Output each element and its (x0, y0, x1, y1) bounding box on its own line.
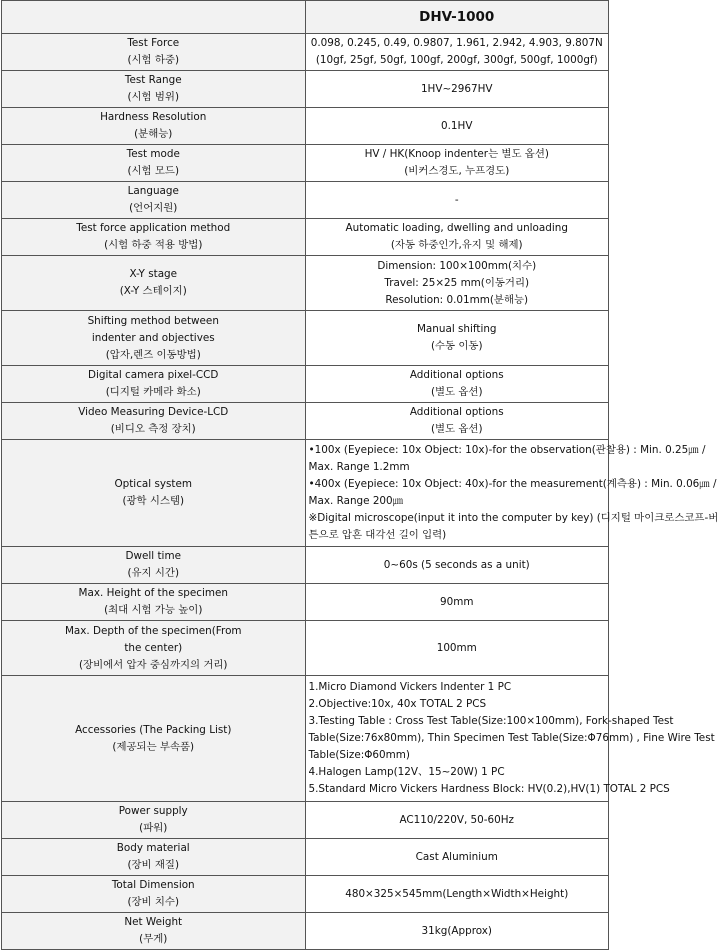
test-range-value (305, 71, 609, 108)
test-mode-label (2, 145, 306, 182)
language-value (305, 182, 609, 219)
optical-system-value (305, 440, 718, 547)
shifting-method-label-line: Shifting method between (87, 314, 219, 327)
spec-row-hardness-resolution (2, 108, 609, 145)
max-height-value-line: 90mm (440, 595, 474, 608)
max-depth-label-line: Max. Depth of the specimen(From (64, 624, 242, 637)
hardness-resolution-label-line: Hardness Resolution (100, 111, 207, 123)
spec-row-test-range (2, 71, 609, 108)
test-force-method-value (305, 219, 609, 256)
video-measuring-value (305, 403, 609, 440)
max-height-label-line: Max. Height of the specimen (78, 587, 228, 599)
test-mode-value (305, 145, 609, 182)
body-material-value (305, 839, 609, 876)
net-weight-value (305, 913, 609, 950)
optical-system-value-line: •100x (Eyepiece: 10x Object: 10x)-for the observation(관찰용) : Min. 0.25㎛ / (308, 444, 706, 456)
power-supply-label (2, 802, 306, 839)
net-weight-label-line: (무게) (139, 933, 168, 945)
optical-system-value-line: Max. Range 1.2mm (308, 461, 410, 473)
spec-row-test-mode (2, 145, 609, 182)
power-supply-label-line: Power supply (118, 805, 188, 817)
language-label-line: Language (127, 185, 179, 197)
total-dimension-value-line: 480×325×545mm(Length×Width×Height) (345, 887, 569, 900)
dwell-time-value-line: 0~60s (5 seconds as a unit) (383, 558, 530, 571)
total-dimension-label (2, 876, 306, 913)
accessories-value-line: 1.Micro Diamond Vickers Indenter 1 PC (308, 681, 512, 693)
video-measuring-value-line: Additional options (409, 406, 504, 418)
accessories-value (305, 676, 715, 802)
optical-system-value-line: 튼으로 압흔 대각선 길이 입력) (308, 529, 447, 541)
dwell-time-value (305, 547, 609, 584)
dwell-time-label-line: (유지 시간) (127, 567, 180, 579)
total-dimension-value (305, 876, 609, 913)
spec-row-test-force-method (2, 219, 609, 256)
accessories-label-line: Accessories (The Packing List) (75, 723, 232, 736)
language-label-line: (언어지원) (129, 202, 178, 214)
max-depth-label (2, 621, 306, 676)
optical-system-value-line: •400x (Eyepiece: 10x Object: 40x)-for the measurement(계측용) : Min. 0.06㎛ / (308, 478, 717, 490)
digital-camera-value-line: Additional options (409, 369, 504, 381)
language-value-line: - (454, 193, 459, 206)
spec-table (1, 0, 718, 950)
net-weight-label-line: Net Weight (124, 916, 183, 928)
test-force-value (305, 34, 609, 71)
test-range-value-line: 1HV~2967HV (420, 82, 493, 95)
video-measuring-label-line: Video Measuring Device-LCD (78, 406, 229, 418)
test-force-value-line: (10gf, 25gf, 50gf, 100gf, 200gf, 300gf, 500gf, 1000gf) (315, 54, 598, 66)
dwell-time-label-line: Dwell time (125, 550, 181, 562)
accessories-value-line: 3.Testing Table : Cross Test Table(Size:100×100mm), Fork-shaped Test (308, 715, 674, 727)
dwell-time-label (2, 547, 306, 584)
accessories-value-line: 4.Halogen Lamp(12V、15~20W) 1 PC (308, 766, 505, 778)
digital-camera-label-line: Digital camera pixel-CCD (88, 369, 219, 381)
body-material-label-line: (장비 재질) (127, 859, 180, 871)
body-material-value-line: Cast Aluminium (415, 850, 498, 863)
net-weight-value-line: 31kg(Approx) (421, 924, 492, 937)
accessories-label-line: (제공되는 부속품) (112, 740, 195, 753)
spec-row-xy-stage (2, 256, 609, 311)
accessories-value-line: Table(Size:76x80mm), Thin Specimen Test Table(Size:Φ76mm) , Fine Wire Test (308, 732, 715, 744)
test-force-method-label-line: Test force application method (76, 222, 231, 234)
header-label-cell (2, 1, 306, 34)
max-height-label (2, 584, 306, 621)
test-force-method-label (2, 219, 306, 256)
shifting-method-label-line: (압자,렌즈 이동방법) (105, 348, 201, 361)
xy-stage-value (305, 256, 609, 311)
spec-row-max-depth (2, 621, 609, 676)
spec-row-shifting-method (2, 311, 609, 366)
test-mode-value-line: (비커스경도, 누프경도) (404, 165, 510, 177)
spec-row-video-measuring (2, 403, 609, 440)
total-dimension-label-line: Total Dimension (111, 879, 195, 891)
optical-system-value-line: ※Digital microscope(input it into the computer by key) (디지털 마이크로스코프-버 (308, 512, 718, 524)
body-material-label (2, 839, 306, 876)
xy-stage-value-line: Resolution: 0.01mm(분해능) (385, 293, 529, 306)
video-measuring-label (2, 403, 306, 440)
hardness-resolution-value (305, 108, 609, 145)
max-depth-value-line: 100mm (436, 641, 477, 654)
spec-row-language (2, 182, 609, 219)
xy-stage-value-line: Dimension: 100×100mm(치수) (377, 259, 537, 272)
test-range-label (2, 71, 306, 108)
xy-stage-label-line: X-Y stage (129, 268, 178, 280)
shifting-method-value-line: (수동 이동) (430, 340, 483, 352)
xy-stage-label (2, 256, 306, 311)
accessories-value-line: 2.Objective:10x, 40x TOTAL 2 PCS (308, 698, 487, 710)
test-force-label (2, 34, 306, 71)
max-depth-value (305, 621, 609, 676)
test-range-label-line: (시험 범위) (127, 91, 180, 103)
hardness-resolution-value-line: 0.1HV (441, 119, 473, 132)
power-supply-label-line: (파워) (139, 822, 168, 834)
spec-row-accessories (2, 676, 609, 802)
accessories-label (2, 676, 306, 802)
test-range-label-line: Test Range (124, 74, 182, 86)
accessories-value-line: 5.Standard Micro Vickers Hardness Block: HV(0.2),HV(1) TOTAL 2 PCS (308, 783, 670, 795)
video-measuring-value-line: (별도 옵션) (430, 423, 483, 435)
max-height-value (305, 584, 609, 621)
spec-row-body-material (2, 839, 609, 876)
test-force-method-label-line: (시험 하중 적용 방법) (104, 239, 203, 251)
accessories-value-line: Table(Size:Φ60mm) (308, 749, 410, 761)
xy-stage-value-line: Travel: 25×25 mm(이동거리) (384, 276, 530, 289)
optical-system-label-line: (광학 시스템) (122, 495, 185, 507)
spec-row-test-force (2, 34, 609, 71)
optical-system-label (2, 440, 306, 547)
spec-row-digital-camera (2, 366, 609, 403)
model-name: DHV-1000 (305, 1, 609, 34)
spec-row-max-height (2, 584, 609, 621)
body-material-label-line: Body material (116, 842, 190, 854)
power-supply-value (305, 802, 609, 839)
test-mode-label-line: Test mode (126, 148, 180, 160)
optical-system-label-line: Optical system (114, 478, 193, 490)
shifting-method-label (2, 311, 306, 366)
test-force-method-value-line: Automatic loading, dwelling and unloading (345, 222, 568, 234)
spec-row-optical-system (2, 440, 609, 547)
language-label (2, 182, 306, 219)
header-row (2, 1, 609, 34)
test-force-value-line: 0.098, 0.245, 0.49, 0.9807, 1.961, 2.942, 4.903, 9.807N (310, 37, 603, 49)
optical-system-value-line: Max. Range 200㎛ (308, 495, 404, 507)
spec-row-dwell-time (2, 547, 609, 584)
spec-row-net-weight (2, 913, 609, 950)
power-supply-value-line: AC110/220V, 50-60Hz (399, 813, 515, 826)
hardness-resolution-label (2, 108, 306, 145)
total-dimension-label-line: (장비 치수) (127, 896, 180, 908)
max-depth-label-line: the center) (124, 641, 183, 654)
spec-row-power-supply (2, 802, 609, 839)
test-mode-value-line: HV / HK(Knoop indenter는 별도 옵션) (364, 148, 549, 160)
max-height-label-line: (최대 시험 가능 높이) (104, 604, 203, 616)
video-measuring-label-line: (비디오 측정 장치) (110, 423, 196, 435)
digital-camera-label (2, 366, 306, 403)
shifting-method-value (305, 311, 609, 366)
spec-row-total-dimension (2, 876, 609, 913)
digital-camera-label-line: (디지털 카메라 화소) (105, 386, 201, 398)
test-mode-label-line: (시험 모드) (127, 165, 180, 177)
digital-camera-value-line: (별도 옵션) (430, 386, 483, 398)
hardness-resolution-label-line: (분해능) (134, 128, 173, 140)
test-force-label-line: (시험 하중) (127, 54, 180, 66)
xy-stage-label-line: (X-Y 스테이지) (119, 285, 187, 297)
net-weight-label (2, 913, 306, 950)
test-force-label-line: Test Force (127, 37, 180, 49)
shifting-method-value-line: Manual shifting (416, 323, 497, 335)
digital-camera-value (305, 366, 609, 403)
shifting-method-label-line: indenter and objectives (91, 331, 215, 344)
test-force-method-value-line: (자동 하중인가,유지 및 해제) (390, 239, 523, 251)
max-depth-label-line: (장비에서 압자 중심까지의 거리) (78, 658, 228, 671)
